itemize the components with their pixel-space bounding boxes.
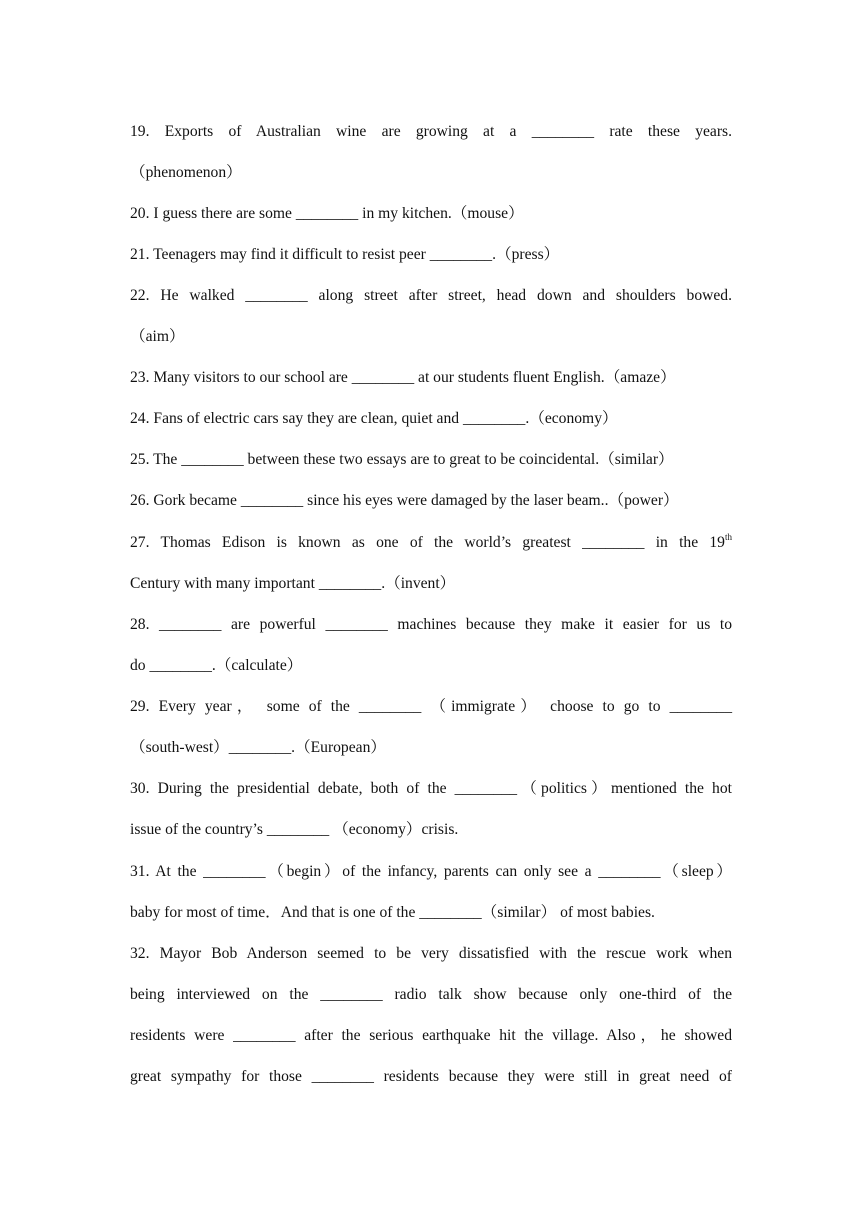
q31-line-1: 31. At the ________（begin）of the infancy, parents can only see a ________（sleep） xyxy=(130,863,732,880)
q21-line: 21. Teenagers may find it difficult to resist peer ________.（press） xyxy=(130,246,560,263)
q32-line-2: being interviewed on the ________ radio talk show because only one-third of the xyxy=(130,986,732,1003)
q30-line-2: issue of the country’s ________ （economy）crisis. xyxy=(130,821,459,838)
q19-line-1: 19. Exports of Australian wine are growing at a ________ rate these years. xyxy=(130,123,732,140)
q32-line-4: great sympathy for those ________ residents because they were still in great need of xyxy=(130,1068,732,1085)
q23-line: 23. Many visitors to our school are ________ at our students fluent English.（amaze） xyxy=(130,369,676,386)
q31-line-2: baby for most of time．And that is one of the ________（similar） of most babies. xyxy=(130,904,655,921)
q32-line-3: residents were ________ after the serious earthquake hit the village. Also，he showed xyxy=(130,1027,732,1044)
q29-line-2: （south-west）________.（European） xyxy=(130,739,386,756)
q26-line: 26. Gork became ________ since his eyes were damaged by the laser beam..（power） xyxy=(130,492,679,509)
q32-line-1: 32. Mayor Bob Anderson seemed to be very dissatisfied with the rescue work when xyxy=(130,945,732,962)
q19-line-2: （phenomenon） xyxy=(130,164,242,181)
q25-line: 25. The ________ between these two essays are to great to be coincidental.（similar） xyxy=(130,451,674,468)
q30-line-1: 30. During the presidential debate, both of the ________（politics）mentioned the hot xyxy=(130,780,732,797)
q28-line-1: 28. ________ are powerful ________ machines because they make it easier for us to xyxy=(130,616,732,633)
q20-line: 20. I guess there are some ________ in my kitchen.（mouse） xyxy=(130,205,524,222)
q27-line-2: Century with many important ________.（invent） xyxy=(130,575,456,592)
superscript-th: th xyxy=(724,532,732,542)
q27-line-1-text: 27. Thomas Edison is known as one of the world’s greatest ________ in the 19 xyxy=(130,534,725,551)
q27-line-1 xyxy=(130,533,732,553)
q28-line-2: do ________.（calculate） xyxy=(130,657,303,674)
q24-line: 24. Fans of electric cars say they are clean, quiet and ________.（economy） xyxy=(130,410,618,427)
q22-line-2: （aim） xyxy=(130,328,185,345)
q29-line-1: 29. Every year， some of the ________ （immigrate） choose to go to ________ xyxy=(130,698,732,715)
q22-line-1: 22. He walked ________ along street after street, head down and shoulders bowed. xyxy=(130,287,732,304)
